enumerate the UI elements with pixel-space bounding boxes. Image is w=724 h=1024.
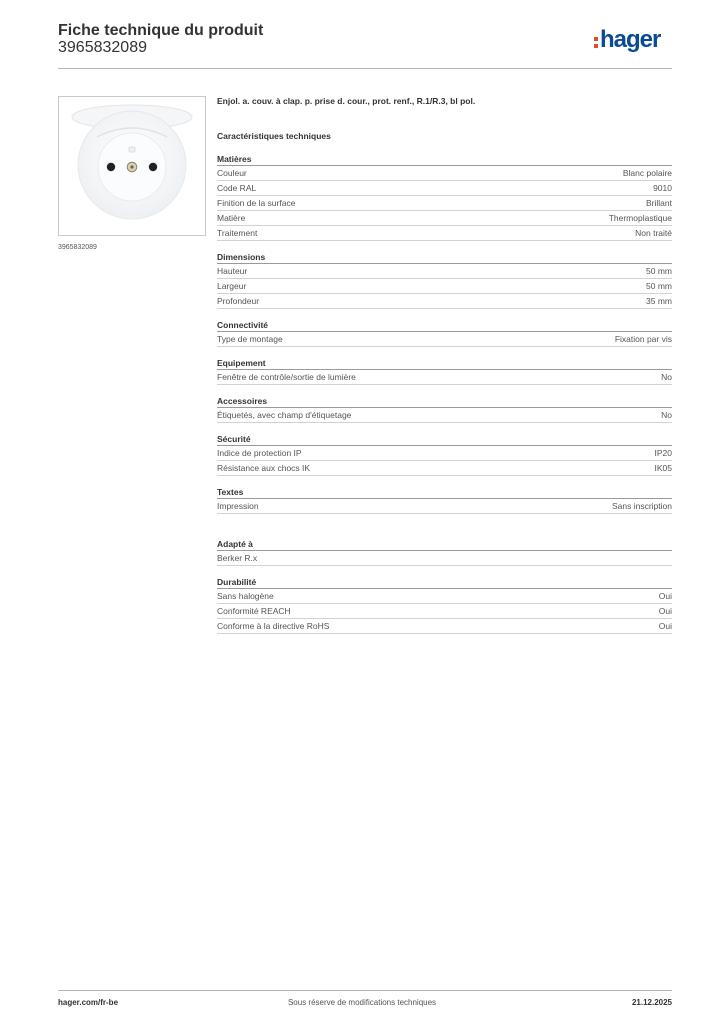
product-image bbox=[58, 96, 206, 236]
spec-label: Conforme à la directive RoHS bbox=[217, 621, 330, 631]
spec-row bbox=[217, 408, 672, 423]
spec-section bbox=[217, 251, 672, 309]
tech-heading: Caractéristiques techniques bbox=[217, 131, 331, 141]
spec-row bbox=[217, 551, 672, 566]
footer-notice: Sous réserve de modifications techniques bbox=[287, 998, 437, 1007]
spec-label: Matière bbox=[217, 213, 246, 223]
spec-row bbox=[217, 332, 672, 347]
spec-row bbox=[217, 589, 672, 604]
spec-label: Traitement bbox=[217, 228, 258, 238]
spec-label: Indice de protection IP bbox=[217, 448, 302, 458]
header-divider bbox=[58, 68, 672, 69]
spec-row bbox=[217, 196, 672, 211]
spec-value: Oui bbox=[658, 621, 672, 631]
spec-label: Finition de la surface bbox=[217, 198, 296, 208]
product-number: 3965832089 bbox=[58, 39, 147, 56]
spec-label: Couleur bbox=[217, 168, 247, 178]
spec-value: Oui bbox=[658, 606, 672, 616]
spec-label: Conformité REACH bbox=[217, 606, 291, 616]
spec-value: 50 mm bbox=[646, 281, 672, 291]
spec-section bbox=[217, 395, 672, 423]
spec-label: Hauteur bbox=[217, 266, 248, 276]
spec-label: Étiquetés, avec champ d'étiquetage bbox=[217, 410, 352, 420]
socket-outlet-icon bbox=[59, 97, 205, 235]
spec-label: Type de montage bbox=[217, 334, 283, 344]
spec-label: Berker R.x bbox=[217, 553, 258, 563]
page-title: Fiche technique du produit bbox=[58, 22, 264, 39]
footer-divider bbox=[58, 990, 672, 991]
spec-section bbox=[217, 357, 672, 385]
spec-label: Résistance aux chocs IK bbox=[217, 463, 311, 473]
logo-text: hager bbox=[600, 26, 661, 53]
spec-section bbox=[217, 153, 672, 241]
spec-section bbox=[217, 576, 672, 634]
logo-accent-dots bbox=[594, 37, 598, 51]
spec-label: Largeur bbox=[217, 281, 247, 291]
product-description: Enjol. a. couv. à clap. p. prise d. cour., prot. renf., R.1/R.3, bl pol. bbox=[217, 96, 476, 106]
spec-value: IP20 bbox=[654, 448, 672, 458]
spec-label: Profondeur bbox=[217, 296, 260, 306]
section-title: Textes bbox=[217, 486, 672, 499]
section-title: Adapté à bbox=[217, 538, 672, 551]
section-title: Dimensions bbox=[217, 251, 672, 264]
spec-value: Brillant bbox=[646, 198, 672, 208]
spec-value: IK05 bbox=[654, 463, 672, 473]
spec-row bbox=[217, 181, 672, 196]
spec-row bbox=[217, 211, 672, 226]
spec-content bbox=[217, 96, 672, 634]
spec-value: Thermoplastique bbox=[608, 213, 672, 223]
spec-value: 50 mm bbox=[646, 266, 672, 276]
spec-section bbox=[217, 538, 672, 566]
spec-row bbox=[217, 294, 672, 309]
spec-row bbox=[217, 499, 672, 514]
spec-value: 9010 bbox=[653, 183, 672, 193]
spec-value: 35 mm bbox=[646, 296, 672, 306]
spec-row bbox=[217, 370, 672, 385]
image-caption: 3965832089 bbox=[58, 244, 97, 251]
hager-logo bbox=[594, 27, 674, 57]
spec-row bbox=[217, 226, 672, 241]
spec-section bbox=[217, 433, 672, 476]
spec-row bbox=[217, 279, 672, 294]
footer-date: 21.12.2025 bbox=[631, 998, 672, 1007]
spec-row bbox=[217, 264, 672, 279]
spec-value: Oui bbox=[658, 591, 672, 601]
spec-value: Blanc polaire bbox=[622, 168, 672, 178]
spec-label: Fenêtre de contrôle/sortie de lumière bbox=[217, 372, 356, 382]
spec-value: Non traité bbox=[635, 228, 672, 238]
spec-label: Code RAL bbox=[217, 183, 257, 193]
spec-label: Sans halogène bbox=[217, 591, 274, 601]
section-title: Equipement bbox=[217, 357, 672, 370]
section-title: Durabilité bbox=[217, 576, 672, 589]
spec-row bbox=[217, 446, 672, 461]
spec-value: No bbox=[661, 410, 672, 420]
spec-row bbox=[217, 461, 672, 476]
section-title: Accessoires bbox=[217, 395, 672, 408]
footer-website: hager.com/fr-be bbox=[58, 998, 119, 1007]
spec-value: Sans inscription bbox=[611, 501, 672, 511]
section-title: Matières bbox=[217, 153, 672, 166]
spec-value: Fixation par vis bbox=[614, 334, 672, 344]
spec-sections bbox=[217, 153, 672, 634]
section-title: Sécurité bbox=[217, 433, 672, 446]
spec-section bbox=[217, 319, 672, 347]
spec-row bbox=[217, 619, 672, 634]
spec-value: No bbox=[661, 372, 672, 382]
spec-row bbox=[217, 604, 672, 619]
spec-row bbox=[217, 166, 672, 181]
spec-label: Impression bbox=[217, 501, 259, 511]
section-title: Connectivité bbox=[217, 319, 672, 332]
spec-section bbox=[217, 486, 672, 514]
